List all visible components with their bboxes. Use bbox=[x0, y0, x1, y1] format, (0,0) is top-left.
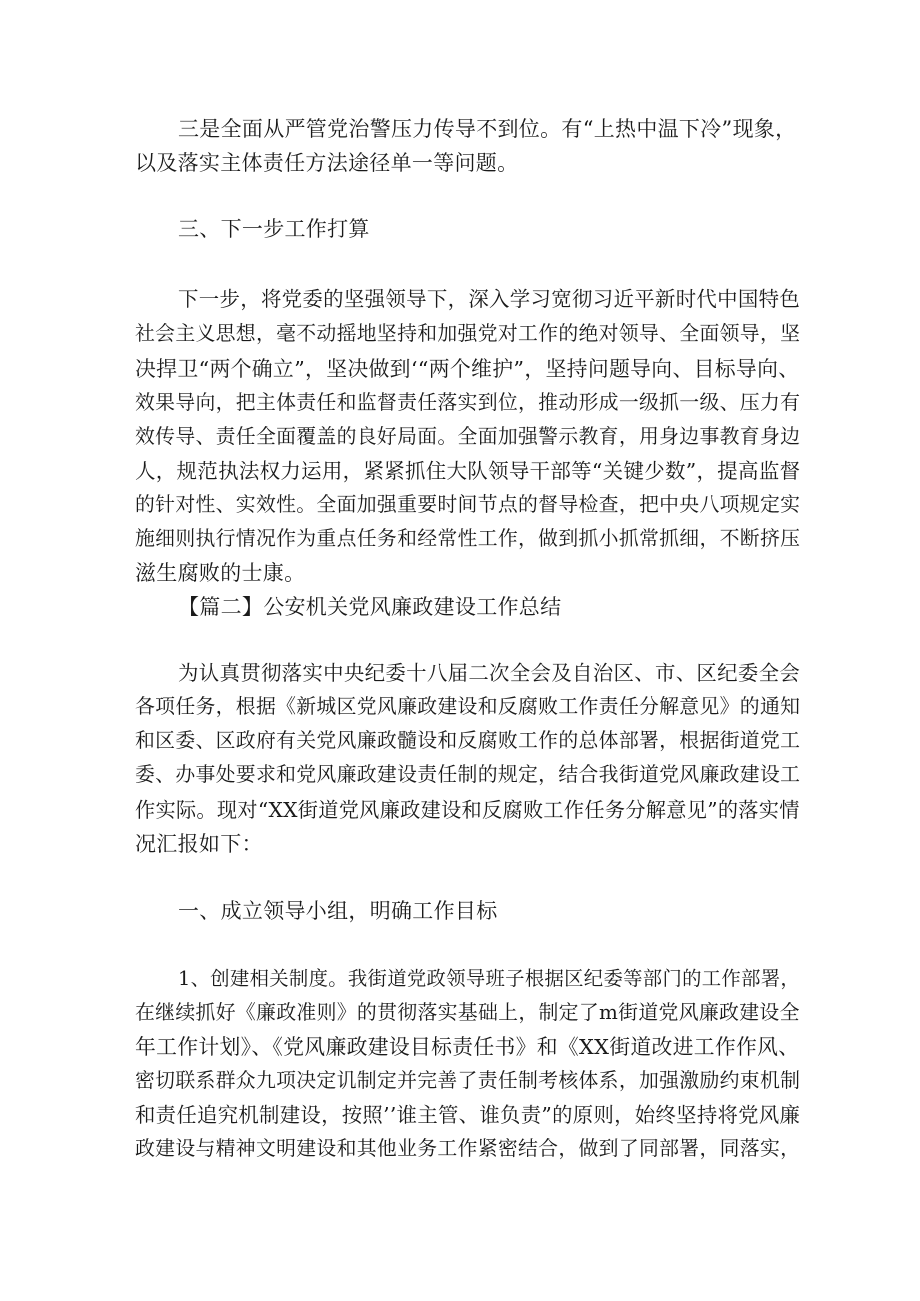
section-heading: 三、下一步工作打算 bbox=[178, 217, 370, 241]
paragraph-line: 社会主义思想，毫不动摇地坚持和加强党对工作的绝对领导、全面领导，坚 bbox=[135, 322, 801, 345]
chapter-title: 【篇二】公安机关党风廉政建设工作总结 bbox=[178, 595, 562, 619]
paragraph-line: 密切联系群众九项决定讥制定并完善了责任制考核体系，加强激励约束机制 bbox=[135, 1069, 801, 1092]
paragraph-line: 和区委、区政府有关党风廉政髓设和反腐败工作的总体部署，根据街道党工 bbox=[135, 729, 801, 752]
paragraph-line: 施细则执行情况作为重点任务和经常性工作，做到抓小抓常抓细，不断挤压 bbox=[135, 527, 801, 550]
paragraph-line: 在继续抓好《廉政准则》的贯彻落实基础上，制定了m街道党风廉政建设全 bbox=[135, 1001, 800, 1024]
paragraph-line: 和责任追究机制建设，按照’’谁主管、谁负责”的原则，始终坚持将党风廉 bbox=[135, 1103, 801, 1127]
paragraph-line: 况汇报如下： bbox=[135, 832, 263, 856]
paragraph-line: 滋生腐败的士康。 bbox=[135, 561, 306, 585]
paragraph-line: 人，规范执法权力运用，紧紧抓住大队领导干部等“关键少数”，提高监督 bbox=[135, 459, 801, 483]
paragraph-line: 各项任务，根据《新城区党风廉政建设和反腐败工作责任分解意见》的通知 bbox=[135, 695, 801, 718]
paragraph-line: 的针对性、实效性。全面加强重要时间节点的督导检查，把中央八项规定实 bbox=[135, 493, 801, 516]
paragraph-line: 作实际。现对“XX街道党风廉政建设和反腐败工作任务分解意见”的落实情 bbox=[135, 798, 800, 822]
paragraph-line: 为认真贯彻落实中央纪委十八届二次全会及自治区、市、区纪委全会 bbox=[178, 661, 801, 685]
paragraph-line: 年工作计划》、《党风廉政建设目标责任书》和《XX街道改进工作作风、 bbox=[135, 1035, 800, 1059]
section-heading: 一、成立领导小组，明确工作目标 bbox=[178, 899, 498, 923]
paragraph-line: 1、创建相关制度。我街道党政领导班子根据区纪委等部门的工作部署， bbox=[178, 967, 801, 990]
paragraph-line: 三是全面从严管党治警压力传导不到位。有“上热中温下冷”现象， bbox=[178, 117, 797, 141]
paragraph-line: 决捍卫“两个确立”，坚决做到‘“两个维护”，坚持问题导向、目标导向、 bbox=[135, 357, 800, 381]
paragraph-line: 效传导、责任全面覆盖的良好局面。全面加强警示教育，用身边事教育身边 bbox=[135, 425, 801, 448]
paragraph-line: 以及落实主体责任方法途径单一等问题。 bbox=[135, 151, 519, 175]
paragraph-line: 下一步，将党委的坚强领导下，深入学习宽彻习近平新时代中国特色 bbox=[178, 287, 801, 311]
paragraph-line: 委、办事处要求和党风廉政建设责任制的规定，结合我街道党风廉政建设工 bbox=[135, 763, 801, 786]
paragraph-line: 效果导向，把主体责任和监督责任落实到位，推动形成一级抓一级、压力有 bbox=[135, 391, 801, 414]
paragraph-line: 政建设与精神文明建设和其他业务工作紧密结合，做到了同部署，同落实， bbox=[135, 1137, 801, 1160]
